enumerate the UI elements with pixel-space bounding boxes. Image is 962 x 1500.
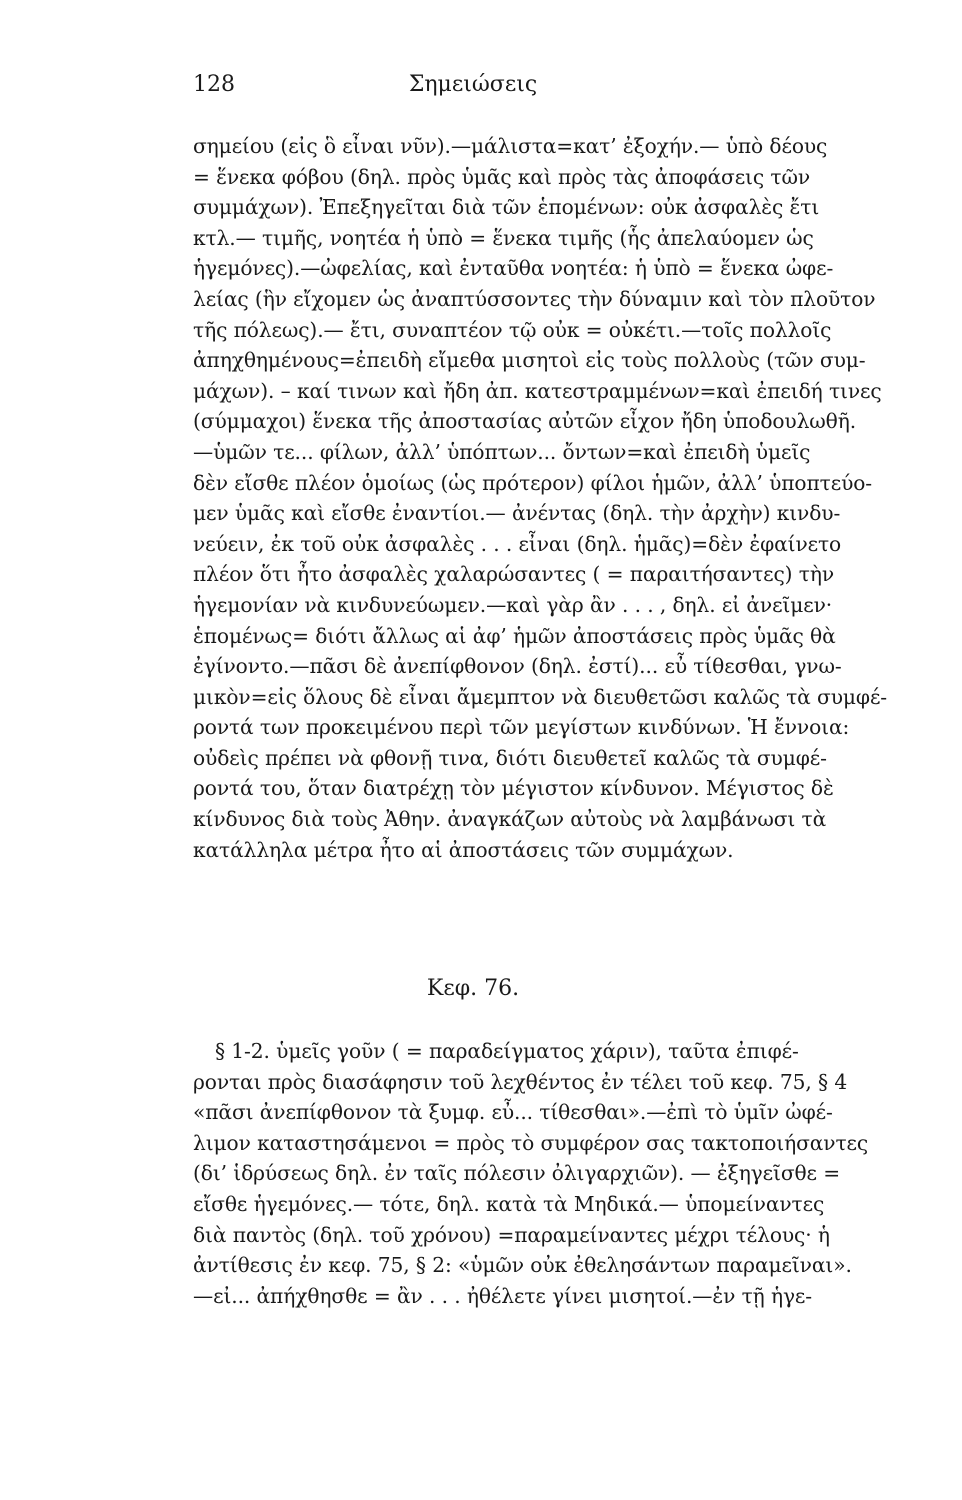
text-line: § 1-2. ὑμεῖς γοῦν ( = παραδείγματος χάριν), ταῦτα ἐπιφέ- — [215, 1039, 799, 1063]
text-line: τῆς πόλεως).— ἔτι, συναπτέον τῷ οὐκ = οὐκέτι.—τοῖς πολλοῖς — [193, 317, 832, 342]
text-line: λείας (ἣν εἴχομεν ὡς ἀναπτύσσοντες τὴν δύναμιν καὶ τὸν πλοῦτον — [193, 286, 876, 311]
text-line: νεύειν, ἐκ τοῦ οὐκ ἀσφαλὲς . . . εἶναι (δηλ. ἡμᾶς)=δὲν ἐφαίνετο — [193, 531, 842, 556]
text-line: μικὸν=εἰς ὅλους δὲ εἶναι ἄμεμπτον νὰ διευθετῶσι καλῶς τὰ συμφέ- — [193, 684, 888, 709]
text-line: ρονται πρὸς διασάφησιν τοῦ λεχθέντος ἐν τέλει τοῦ κεφ. 75, § 4 — [193, 1069, 848, 1094]
running-title: Σημειώσεις — [408, 72, 538, 97]
text-line: ροντά του, ὅταν διατρέχῃ τὸν μέγιστον κίνδυνον. Μέγιστος δὲ — [193, 776, 834, 801]
notes-block-2 — [193, 1036, 869, 1311]
text-line: ἡγεμονίαν νὰ κινδυνεύωμεν.—καὶ γὰρ ἂν . . . , δηλ. εἰ ἀνεῖμεν· — [193, 592, 833, 617]
notes-block-1 — [193, 131, 888, 865]
text-line: ἑπομένως= διότι ἄλλως αἱ ἀφ’ ἡμῶν ἀποστάσεις πρὸς ὑμᾶς θὰ — [193, 623, 836, 648]
text-line: (δι’ ἱδρύσεως δηλ. ἐν ταῖς πόλεσιν ὀλιγαρχιῶν). — ἐξηγεῖσθε = — [193, 1161, 841, 1186]
text-line: —ὑμῶν τε... φίλων, ἀλλ’ ὑπόπτων... ὄντων=καὶ ἐπειδὴ ὑμεῖς — [193, 439, 811, 464]
page-number: 128 — [193, 72, 235, 97]
page-header — [193, 72, 753, 108]
text-line: συμμάχων). Ἐπεξηγεῖται διὰ τῶν ἑπομένων: οὐκ ἀσφαλὲς ἔτι — [193, 195, 820, 220]
text-line: σημείου (εἰς ὃ εἶναι νῦν).—μάλιστα=κατ’ ἐξοχήν.— ὑπὸ δέους — [193, 134, 828, 158]
text-line: οὐδεὶς πρέπει νὰ φθονῇ τινα, διότι διευθετεῖ καλῶς τὰ συμφέ- — [193, 745, 827, 770]
text-line: κατάλληλα μέτρα ἦτο αἱ ἀποστάσεις τῶν συμμάχων. — [193, 837, 734, 862]
text-line: (σύμμαχοι) ἕνεκα τῆς ἀποστασίας αὐτῶν εἶχον ἤδη ὑποδουλωθῆ. — [193, 409, 857, 434]
text-line: δὲν εἴσθε πλέον ὁμοίως (ὡς πρότερον) φίλοι ἡμῶν, ἀλλ’ ὑποπτεύο- — [193, 470, 873, 495]
text-line: κίνδυνος διὰ τοὺς Ἀθην. ἀναγκάζων αὐτοὺς νὰ λαμβάνωσι τὰ — [193, 807, 827, 832]
text-line: εἴσθε ἡγεμόνες.— τότε, δηλ. κατὰ τὰ Μηδικά.— ὑπομείναντες — [193, 1191, 825, 1216]
text-line: λιμον καταστησάμενοι = πρὸς τὸ συμφέρον σας τακτοποιήσαντες — [193, 1130, 869, 1155]
text-line: ἀντίθεσις ἐν κεφ. 75, § 2: «ὑμῶν οὐκ ἐθελησάντων παραμεῖναι». — [193, 1253, 852, 1278]
text-line: διὰ παντὸς (δηλ. τοῦ χρόνου) =παραμείναντες μέχρι τέλους· ἡ — [193, 1222, 830, 1247]
text-line: —εἰ... ἀπήχθησθε = ἂν . . . ἠθέλετε γίνει μισητοί.—ἐν τῇ ἡγε- — [193, 1283, 813, 1308]
text-line: μεν ὑμᾶς καὶ εἴσθε ἐναντίοι.— ἀνέντας (δηλ. τὴν ἀρχὴν) κινδυ- — [193, 501, 841, 526]
text-line: = ἕνεκα φόβου (δηλ. πρὸς ὑμᾶς καὶ πρὸς τὰς ἀποφάσεις τῶν — [193, 164, 810, 189]
text-line: ἡγεμόνες).—ὠφελίας, καὶ ἐνταῦθα νοητέα: ἡ ὑπὸ = ἕνεκα ὠφε- — [193, 256, 834, 281]
text-line: ροντά των προκειμένου περὶ τῶν μεγίστων κινδύνων. Ἡ ἔννοια: — [193, 715, 850, 740]
text-line: «πᾶσι ἀνεπίφθονον τὰ ξυμφ. εὖ... τίθεσθαι».—ἐπὶ τὸ ὑμῖν ὠφέ- — [193, 1100, 833, 1125]
text-line: κτλ.— τιμῆς, νοητέα ἡ ὑπὸ = ἕνεκα τιμῆς (ἧς ἀπελαύομεν ὡς — [193, 225, 814, 250]
text-line: μάχων). – καί τινων καὶ ἤδη ἀπ. κατεστραμμένων=καὶ ἐπειδή τινες — [193, 378, 882, 403]
text-line: πλέον ὅτι ἦτο ἀσφαλὲς χαλαρώσαντες ( = παραιτήσαντες) τὴν — [193, 562, 834, 587]
text-line: ἐγίνοντο.—πᾶσι δὲ ἀνεπίφθονον (δηλ. ἐστί)... εὖ τίθεσθαι, γνω- — [193, 654, 842, 679]
text-line: ἀπηχθημένους=ἐπειδὴ εἴμεθα μισητοὶ εἰς τοὺς πολλοὺς (τῶν συμ- — [193, 348, 866, 373]
chapter-heading: Κεφ. 76. — [426, 976, 520, 1001]
